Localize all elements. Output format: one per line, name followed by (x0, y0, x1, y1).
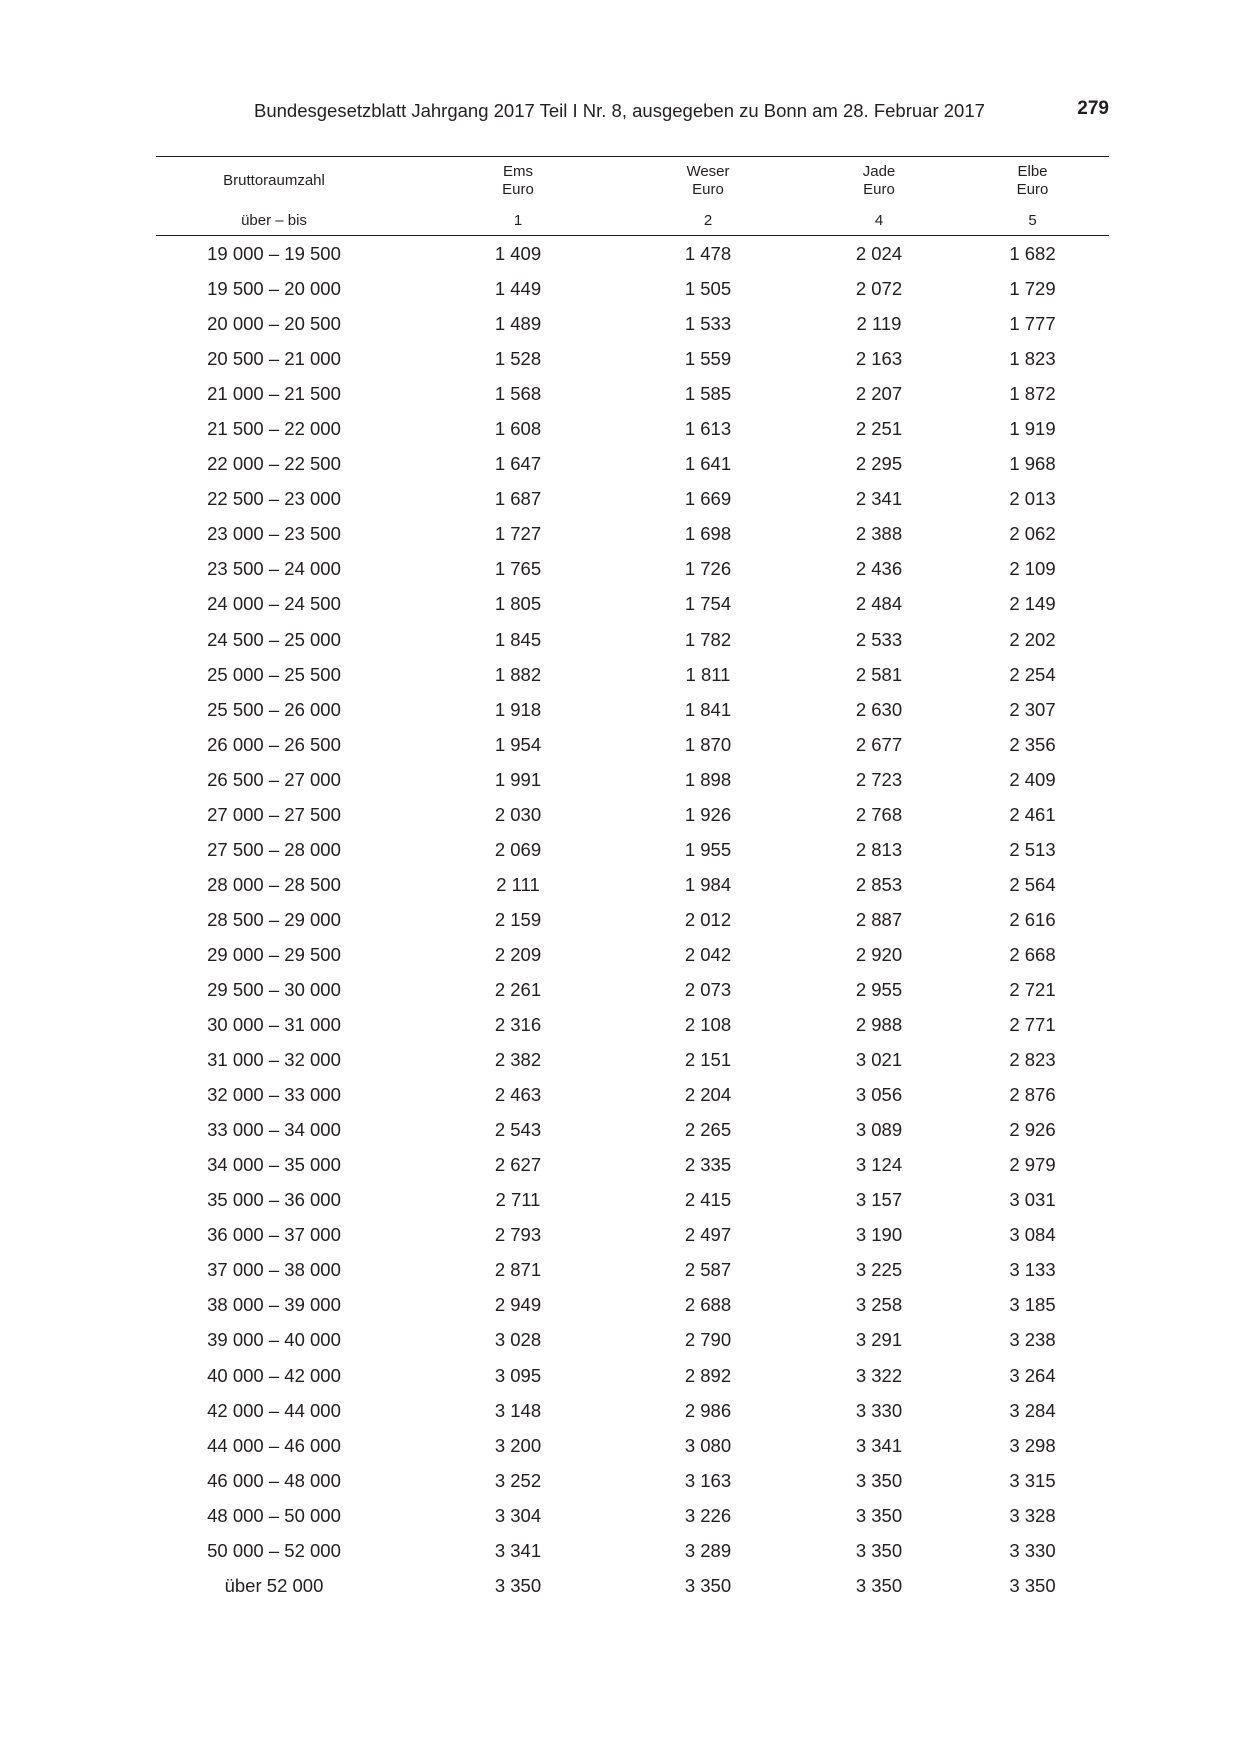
table-row (156, 481, 1109, 516)
table-row (156, 551, 1109, 586)
table-row (156, 797, 1109, 832)
table-row (156, 1182, 1109, 1217)
column-header-weser (614, 157, 802, 206)
cell-fee: 1 409 (494, 243, 542, 265)
cell-tonnage-range: 20 500 – 21 000 (207, 348, 341, 370)
cell-fee: 2 543 (494, 1119, 542, 1141)
table-row (156, 622, 1109, 657)
cell-fee: 1 811 (685, 663, 731, 685)
cell-fee: 1 641 (684, 453, 732, 475)
cell-fee: 3 350 (494, 1574, 542, 1596)
cell-tonnage-range: 40 000 – 42 000 (207, 1364, 341, 1386)
cell-fee: 3 252 (494, 1469, 542, 1491)
cell-fee: 2 711 (495, 1189, 541, 1211)
cell-tonnage-range: 25 500 – 26 000 (207, 698, 341, 720)
cell-fee: 3 350 (855, 1469, 903, 1491)
cell-fee: 3 157 (855, 1189, 903, 1211)
column-label: Jade (862, 163, 896, 180)
cell-fee: 2 887 (855, 908, 903, 930)
cell-fee: 2 251 (855, 418, 903, 440)
table-row (156, 516, 1109, 551)
cell-fee: 3 298 (1009, 1434, 1056, 1456)
fee-table (156, 156, 1109, 1603)
cell-fee: 2 119 (856, 313, 902, 335)
cell-tonnage-range: 42 000 – 44 000 (207, 1399, 341, 1421)
cell-fee: 3 350 (855, 1539, 903, 1561)
cell-fee: 2 461 (1009, 803, 1056, 825)
cell-fee: 2 388 (855, 523, 903, 545)
cell-tonnage-range: 46 000 – 48 000 (207, 1469, 341, 1491)
cell-fee: 2 823 (1009, 1049, 1056, 1071)
cell-tonnage-range: 26 500 – 27 000 (207, 768, 341, 790)
cell-fee: 3 258 (855, 1294, 903, 1316)
cell-tonnage-range: 27 500 – 28 000 (207, 838, 341, 860)
table-row (156, 1287, 1109, 1322)
cell-fee: 1 505 (684, 278, 732, 300)
cell-fee: 1 882 (494, 663, 542, 685)
cell-fee: 2 533 (855, 628, 903, 650)
cell-fee: 2 295 (855, 453, 903, 475)
cell-fee: 2 892 (684, 1364, 732, 1386)
column-unit: Euro (863, 181, 895, 198)
cell-tonnage-range: 22 500 – 23 000 (207, 488, 341, 510)
table-row (156, 411, 1109, 446)
cell-fee: 1 489 (494, 313, 542, 335)
table-row (156, 867, 1109, 902)
cell-fee: 1 823 (1009, 348, 1056, 370)
cell-fee: 2 721 (1009, 979, 1056, 1000)
cell-fee: 3 291 (855, 1329, 903, 1351)
table-row (156, 1322, 1109, 1357)
table-row (156, 236, 1109, 272)
cell-fee: 1 805 (494, 593, 542, 615)
cell-tonnage-range: 29 000 – 29 500 (207, 943, 341, 965)
table-row (156, 376, 1109, 411)
cell-fee: 3 200 (494, 1434, 542, 1456)
table-row (156, 1498, 1109, 1533)
cell-tonnage-range: über 52 000 (224, 1574, 324, 1596)
column-unit: Euro (692, 181, 724, 198)
cell-fee: 1 687 (494, 488, 542, 510)
cell-tonnage-range: 39 000 – 40 000 (207, 1329, 341, 1351)
cell-tonnage-range: 37 000 – 38 000 (207, 1259, 341, 1281)
cell-tonnage-range: 26 000 – 26 500 (207, 733, 341, 755)
fee-table-container (156, 156, 1109, 1603)
cell-fee: 1 449 (494, 278, 542, 300)
cell-fee: 2 307 (1009, 698, 1056, 720)
cell-fee: 3 056 (855, 1084, 903, 1106)
cell-fee: 2 688 (684, 1294, 732, 1316)
cell-fee: 2 986 (684, 1399, 732, 1421)
cell-fee: 1 968 (1009, 453, 1056, 475)
cell-tonnage-range: 19 500 – 20 000 (207, 278, 341, 300)
cell-fee: 2 013 (1009, 488, 1056, 510)
cell-fee: 2 382 (494, 1049, 542, 1071)
cell-fee: 2 069 (494, 838, 542, 860)
header-title: Bundesgesetzblatt Jahrgang 2017 Teil I Nr. 8, ausgegeben zu Bonn am 28. Februar 2017 (254, 100, 985, 121)
cell-fee: 2 581 (855, 663, 903, 685)
table-row (156, 937, 1109, 972)
cell-tonnage-range: 21 000 – 21 500 (207, 383, 341, 405)
cell-fee: 2 151 (684, 1049, 732, 1071)
cell-fee: 2 587 (684, 1259, 732, 1281)
header-row-labels (156, 157, 1109, 206)
column-header-ems (422, 157, 614, 206)
cell-fee: 1 559 (684, 348, 732, 370)
cell-fee: 3 163 (684, 1469, 732, 1491)
column-number: 5 (956, 205, 1109, 236)
table-row (156, 1358, 1109, 1393)
table-row (156, 1007, 1109, 1042)
cell-fee: 3 330 (1009, 1539, 1056, 1561)
column-label: Elbe (1017, 163, 1048, 180)
cell-fee: 2 159 (494, 908, 542, 930)
table-row (156, 832, 1109, 867)
table-row (156, 692, 1109, 727)
cell-fee: 3 341 (855, 1434, 903, 1456)
cell-fee: 3 328 (1009, 1504, 1056, 1526)
cell-fee: 2 630 (855, 698, 903, 720)
cell-fee: 2 876 (1009, 1084, 1056, 1106)
table-row (156, 1112, 1109, 1147)
cell-fee: 3 133 (1009, 1259, 1056, 1281)
cell-fee: 3 341 (494, 1539, 542, 1561)
cell-fee: 3 284 (1009, 1399, 1056, 1421)
cell-fee: 3 148 (494, 1399, 542, 1421)
cell-fee: 1 870 (684, 733, 732, 755)
cell-fee: 1 698 (684, 523, 732, 545)
cell-fee: 2 316 (494, 1014, 542, 1036)
table-row (156, 1147, 1109, 1182)
cell-tonnage-range: 38 000 – 39 000 (207, 1294, 341, 1316)
cell-tonnage-range: 50 000 – 52 000 (207, 1539, 341, 1561)
table-row (156, 902, 1109, 937)
header-row-numbers (156, 205, 1109, 236)
cell-fee: 2 771 (1009, 1014, 1056, 1036)
cell-tonnage-range: 19 000 – 19 500 (207, 243, 341, 265)
cell-fee: 1 991 (494, 768, 542, 790)
table-row (156, 1042, 1109, 1077)
cell-fee: 3 095 (494, 1364, 542, 1386)
cell-fee: 3 264 (1009, 1364, 1056, 1386)
column-number: 2 (614, 205, 802, 236)
cell-fee: 2 723 (855, 768, 903, 790)
cell-fee: 3 028 (494, 1329, 542, 1351)
cell-tonnage-range: 30 000 – 31 000 (207, 1014, 341, 1036)
cell-fee: 1 918 (494, 698, 542, 720)
column-label: Bruttoraumzahl (223, 172, 325, 189)
cell-fee: 3 350 (855, 1504, 903, 1526)
cell-fee: 3 089 (855, 1119, 903, 1141)
cell-fee: 3 238 (1009, 1329, 1056, 1351)
cell-fee: 2 920 (855, 943, 903, 965)
cell-fee: 2 484 (855, 593, 903, 615)
cell-fee: 1 647 (494, 453, 542, 475)
cell-fee: 1 478 (684, 243, 732, 265)
cell-fee: 2 062 (1009, 523, 1056, 545)
table-row (156, 1463, 1109, 1498)
cell-tonnage-range: 27 000 – 27 500 (207, 803, 341, 825)
cell-fee: 2 204 (684, 1084, 732, 1106)
cell-fee: 1 669 (684, 488, 732, 510)
cell-fee: 1 585 (684, 383, 732, 405)
cell-fee: 1 777 (1009, 313, 1056, 335)
cell-tonnage-range: 35 000 – 36 000 (207, 1189, 341, 1211)
cell-fee: 2 356 (1009, 733, 1056, 755)
table-row (156, 306, 1109, 341)
table-row (156, 446, 1109, 481)
cell-fee: 1 845 (494, 628, 542, 650)
cell-fee: 3 289 (684, 1539, 732, 1561)
cell-fee: 3 350 (684, 1574, 732, 1596)
cell-fee: 2 497 (684, 1224, 732, 1246)
cell-fee: 1 954 (494, 733, 542, 755)
cell-fee: 3 315 (1009, 1469, 1056, 1491)
cell-fee: 2 677 (855, 733, 903, 755)
cell-fee: 3 225 (855, 1259, 903, 1281)
cell-fee: 2 926 (1009, 1119, 1056, 1141)
cell-fee: 3 084 (1009, 1224, 1056, 1246)
table-row (156, 762, 1109, 797)
cell-fee: 1 729 (1009, 278, 1056, 300)
cell-fee: 2 988 (855, 1014, 903, 1036)
running-header (0, 98, 1241, 126)
cell-fee: 1 872 (1009, 383, 1056, 405)
cell-fee: 1 533 (684, 313, 732, 335)
cell-fee: 1 727 (494, 523, 542, 545)
cell-fee: 2 265 (684, 1119, 732, 1141)
cell-tonnage-range: 48 000 – 50 000 (207, 1504, 341, 1526)
cell-fee: 1 568 (494, 383, 542, 405)
cell-fee: 2 616 (1009, 908, 1056, 930)
cell-fee: 1 926 (684, 803, 732, 825)
column-label: Weser (686, 163, 730, 180)
cell-fee: 2 436 (855, 558, 903, 580)
cell-fee: 1 841 (684, 698, 732, 720)
column-label: Ems (503, 163, 533, 180)
cell-fee: 2 564 (1009, 873, 1056, 895)
table-row (156, 657, 1109, 692)
cell-fee: 2 668 (1009, 943, 1056, 965)
cell-fee: 1 955 (684, 838, 732, 860)
cell-fee: 1 726 (684, 558, 732, 580)
cell-tonnage-range: 21 500 – 22 000 (207, 418, 341, 440)
cell-fee: 1 919 (1009, 418, 1056, 440)
cell-fee: 2 341 (855, 488, 903, 510)
cell-tonnage-range: 23 500 – 24 000 (207, 558, 341, 580)
cell-fee: 3 322 (855, 1364, 903, 1386)
cell-fee: 3 350 (1009, 1574, 1056, 1596)
cell-tonnage-range: 22 000 – 22 500 (207, 453, 341, 475)
cell-fee: 2 261 (494, 979, 542, 1000)
table-row (156, 1428, 1109, 1463)
cell-fee: 2 209 (494, 943, 542, 965)
cell-fee: 2 793 (494, 1224, 542, 1246)
cell-fee: 2 030 (494, 803, 542, 825)
cell-fee: 3 226 (684, 1504, 732, 1526)
cell-fee: 2 073 (684, 979, 732, 1000)
cell-fee: 2 149 (1009, 593, 1056, 615)
cell-fee: 2 790 (684, 1329, 732, 1351)
cell-fee: 2 202 (1009, 628, 1056, 650)
cell-fee: 2 012 (684, 908, 732, 930)
cell-fee: 2 108 (684, 1014, 732, 1036)
cell-fee: 3 080 (684, 1434, 732, 1456)
cell-fee: 2 768 (855, 803, 903, 825)
cell-fee: 1 984 (684, 873, 732, 895)
cell-fee: 2 955 (855, 979, 903, 1000)
cell-tonnage-range: 23 000 – 23 500 (207, 523, 341, 545)
cell-tonnage-range: 24 500 – 25 000 (207, 628, 341, 650)
table-row (156, 1077, 1109, 1112)
table-row (156, 341, 1109, 376)
cell-tonnage-range: 29 500 – 30 000 (207, 979, 341, 1000)
table-row (156, 1252, 1109, 1287)
cell-fee: 2 024 (855, 243, 903, 265)
table-row (156, 1393, 1109, 1428)
cell-fee: 3 021 (855, 1049, 903, 1071)
cell-tonnage-range: 44 000 – 46 000 (207, 1434, 341, 1456)
cell-fee: 1 682 (1009, 243, 1056, 265)
cell-fee: 2 072 (855, 278, 903, 300)
cell-fee: 3 350 (855, 1574, 903, 1596)
cell-fee: 2 871 (494, 1259, 542, 1281)
cell-fee: 2 627 (494, 1154, 542, 1176)
column-unit: Euro (502, 181, 534, 198)
cell-fee: 1 782 (684, 628, 732, 650)
cell-tonnage-range: 32 000 – 33 000 (207, 1084, 341, 1106)
cell-fee: 2 853 (855, 873, 903, 895)
table-row (156, 271, 1109, 306)
column-header-jade (802, 157, 956, 206)
table-row (156, 972, 1109, 1007)
cell-tonnage-range: 33 000 – 34 000 (207, 1119, 341, 1141)
table-row (156, 586, 1109, 621)
cell-fee: 1 608 (494, 418, 542, 440)
cell-fee: 1 898 (684, 768, 732, 790)
cell-tonnage-range: 31 000 – 32 000 (207, 1049, 341, 1071)
cell-tonnage-range: 28 000 – 28 500 (207, 873, 341, 895)
cell-fee: 2 207 (855, 383, 903, 405)
cell-fee: 2 111 (496, 873, 540, 895)
cell-tonnage-range: 24 000 – 24 500 (207, 593, 341, 615)
table-header (156, 157, 1109, 236)
cell-fee: 3 185 (1009, 1294, 1056, 1316)
table-row (156, 727, 1109, 762)
table-body (156, 236, 1109, 1603)
cell-fee: 2 335 (684, 1154, 732, 1176)
cell-fee: 2 409 (1009, 768, 1056, 790)
cell-tonnage-range: 34 000 – 35 000 (207, 1154, 341, 1176)
column-header-elbe (956, 157, 1109, 206)
cell-fee: 3 124 (855, 1154, 903, 1176)
column-header-bruttoraumzahl (156, 157, 422, 206)
cell-tonnage-range: 28 500 – 29 000 (207, 908, 341, 930)
cell-fee: 2 813 (855, 838, 903, 860)
cell-fee: 2 463 (494, 1084, 542, 1106)
cell-fee: 2 949 (494, 1294, 542, 1316)
cell-fee: 1 613 (684, 418, 732, 440)
cell-fee: 2 109 (1009, 558, 1056, 580)
column-unit: Euro (1016, 181, 1049, 198)
cell-tonnage-range: 20 000 – 20 500 (207, 313, 341, 335)
cell-tonnage-range: 25 000 – 25 500 (207, 663, 341, 685)
table-row (156, 1217, 1109, 1252)
cell-fee: 1 754 (684, 593, 732, 615)
cell-fee: 2 979 (1009, 1154, 1056, 1176)
cell-fee: 3 190 (855, 1224, 903, 1246)
cell-tonnage-range: 36 000 – 37 000 (207, 1224, 341, 1246)
column-number: 1 (422, 205, 614, 236)
column-number: 4 (802, 205, 956, 236)
cell-fee: 2 415 (684, 1189, 732, 1211)
cell-fee: 2 254 (1009, 663, 1056, 685)
table-row (156, 1533, 1109, 1568)
cell-fee: 3 304 (494, 1504, 542, 1526)
cell-fee: 2 042 (684, 943, 732, 965)
cell-fee: 2 513 (1009, 838, 1056, 860)
cell-fee: 2 163 (855, 348, 903, 370)
page-number: 279 (1077, 98, 1109, 119)
table-row (156, 1568, 1109, 1603)
cell-fee: 3 330 (855, 1399, 903, 1421)
cell-fee: 1 528 (494, 348, 542, 370)
cell-fee: 3 031 (1009, 1189, 1056, 1211)
column-number: über – bis (156, 205, 422, 236)
cell-fee: 1 765 (494, 558, 542, 580)
